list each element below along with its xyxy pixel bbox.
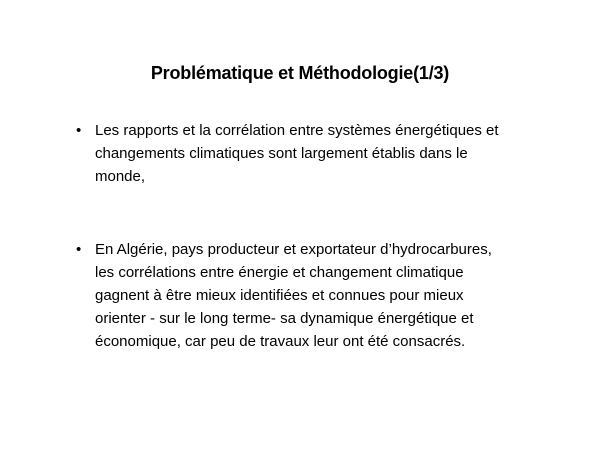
bullet-text-line: monde, — [95, 168, 146, 185]
bullet-text-line: changements climatiques sont largement établis dans le — [95, 145, 468, 162]
bullet-item — [76, 238, 556, 353]
bullet-text-line: les corrélations entre énergie et changement climatique — [95, 264, 464, 281]
bullet-text-line: orienter - sur le long terme- sa dynamique énergétique et — [95, 310, 474, 327]
bullet-text-line: gagnent à être mieux identifiées et connues pour mieux — [95, 287, 464, 304]
bullet-text-line: économique, car peu de travaux leur ont été consacrés. — [95, 333, 466, 350]
bullet-icon: • — [76, 122, 82, 139]
bullet-text-line: En Algérie, pays producteur et exportateur d’hydrocarbures, — [95, 241, 492, 258]
bullet-icon: • — [76, 241, 82, 258]
slide-title: Problématique et Méthodologie(1/3) — [150, 63, 450, 83]
bullet-text-line: Les rapports et la corrélation entre systèmes énergétiques et — [95, 122, 499, 139]
bullet-item — [76, 119, 556, 188]
